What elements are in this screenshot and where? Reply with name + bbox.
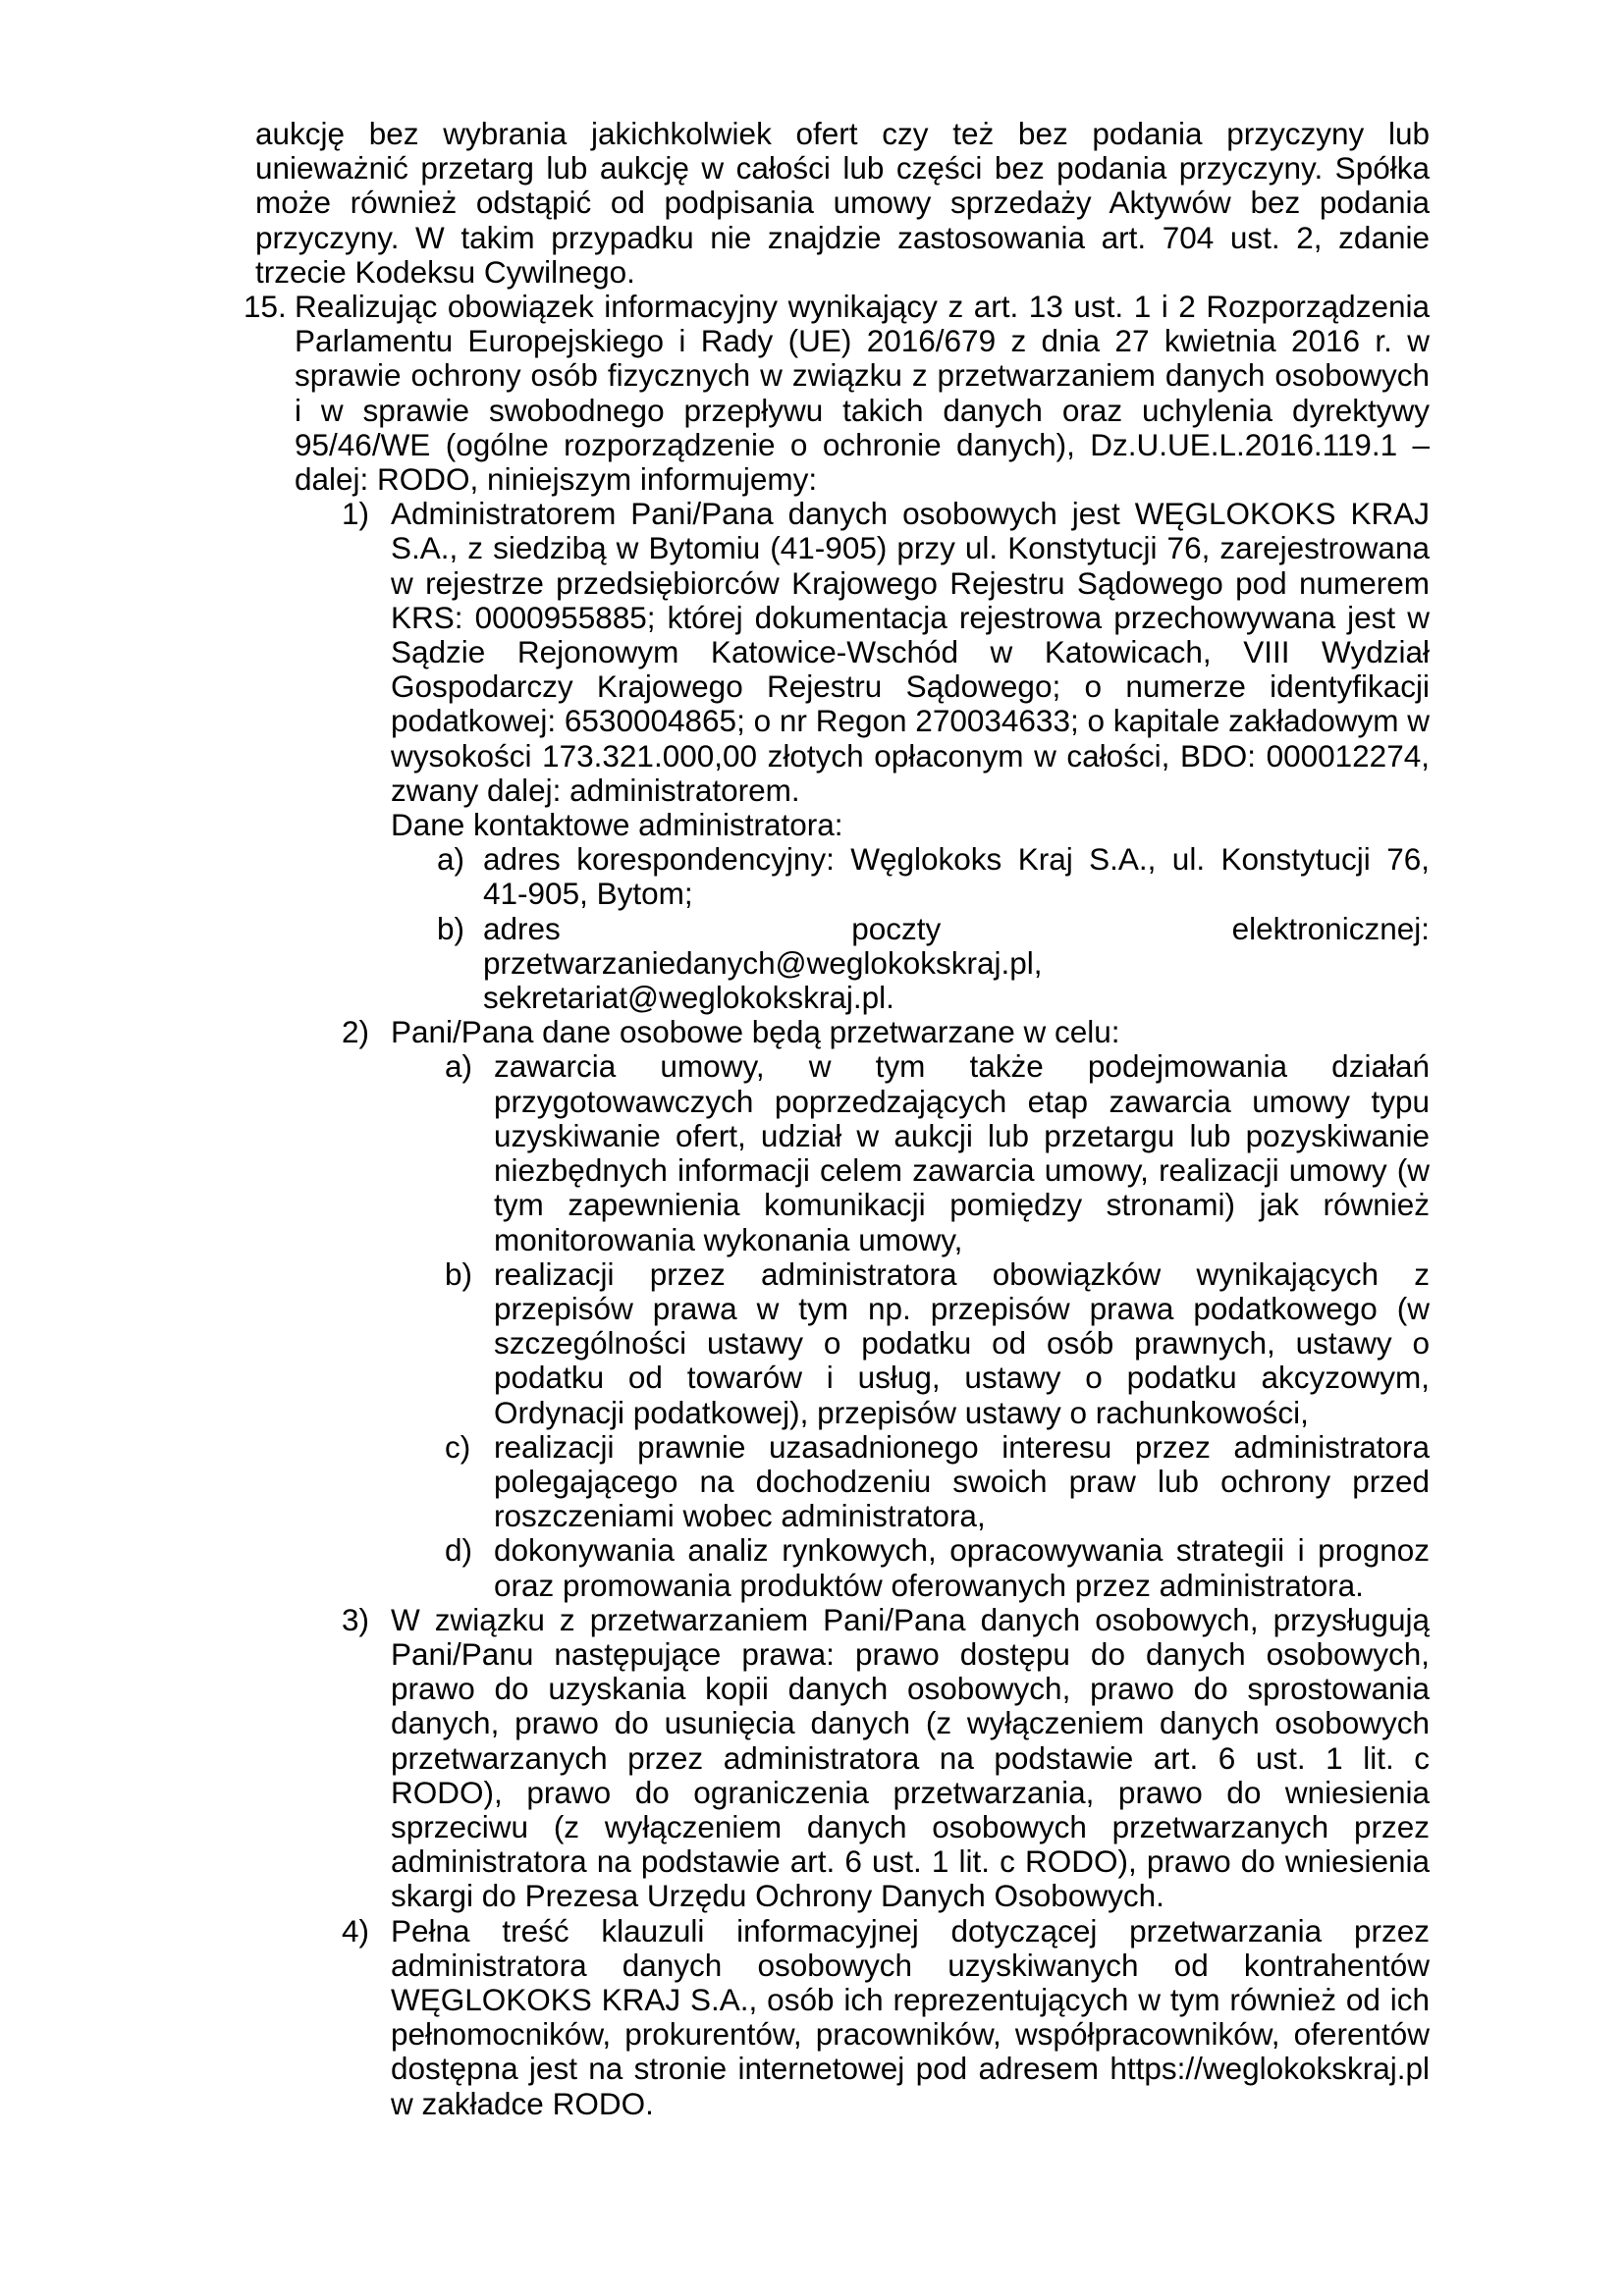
list-item-3-number: 3)	[342, 1601, 370, 1637]
list-item-2c	[445, 1430, 1430, 1534]
list-item-2b	[445, 1257, 1430, 1430]
list-item-1a-letter: a)	[437, 841, 465, 878]
list-item-2-number: 2)	[342, 1014, 370, 1050]
list-item-2d-letter: d)	[445, 1532, 473, 1569]
list-item-1a	[437, 842, 1430, 911]
list-item-15-text: Realizując obowiązek informacyjny wynikający z art. 13 ust. 1 i 2 Rozporządzenia Parlamentu Europejskiego i Rady (UE) 2016/679 z dnia 27 kwietnia 2016 r. w sprawie ochrony osób fizycznych w związku z przetwarzaniem danych osobowych i w sprawie swobodnego przepływu takich danych oraz uchylenia dyrektywy 95/46/WE (ogólne rozporządzenie o ochronie danych), Dz.U.UE.L.2016.119.1 – dalej: RODO, niniejszym informujemy:	[295, 289, 1430, 498]
list-item-2c-letter: c)	[445, 1428, 471, 1465]
list-item-2d-text: dokonywania analiz rynkowych, opracowywania strategii i prognoz oraz promowania produktów oferowanych przez administratora.	[494, 1532, 1430, 1603]
list-item-4	[342, 1914, 1430, 2121]
list-item-1a-text: adres korespondencyjny: Węglokoks Kraj S.A., ul. Konstytucji 76, 41-905, Bytom;	[483, 841, 1430, 912]
list-item-2b-text: realizacji przez administratora obowiązków wynikających z przepisów prawa w tym np. przepisów prawa podatkowego (w szczególności ustawy o podatku od osób prawnych, ustawy o podatku od towarów i usług, ustawy o podatku akcyzowym, Ordynacji podatkowej), przepisów ustawy o rachunkowości,	[494, 1255, 1430, 1430]
list-item-3-text: W związku z przetwarzaniem Pani/Pana danych osobowych, przysługują Pani/Panu następujące prawa: prawo dostępu do danych osobowych, prawo do uzyskania kopii danych osobowych, prawo do sprostowania danych, prawo do usunięcia danych (z wyłączeniem danych osobowych przetwarzanych przez administratora na podstawie art. 6 ust. 1 lit. c RODO), prawo do ograniczenia przetwarzania, prawo do wniesienia sprzeciwu (z wyłączeniem danych osobowych przetwarzanych przez administratora na podstawie art. 6 ust. 1 lit. c RODO), prawo do wniesienia skargi do Prezesa Urzędu Ochrony Danych Osobowych.	[391, 1601, 1430, 1914]
list-item-2c-text: realizacji prawnie uzasadnionego interesu przez administratora polegającego na dochodzeniu swoich praw lub ochrony przed roszczeniami wobec administratora,	[494, 1428, 1430, 1534]
list-item-1-number: 1)	[342, 496, 370, 532]
list-item-2-text: Pani/Pana dane osobowe będą przetwarzane w celu:	[391, 1014, 1120, 1050]
list-item-2b-letter: b)	[445, 1255, 473, 1292]
list-item-2a-letter: a)	[445, 1048, 473, 1085]
list-item-1	[342, 497, 1430, 808]
list-item-2d	[445, 1533, 1430, 1602]
list-item-4-text: Pełna treść klauzuli informacyjnej dotyczącej przetwarzania przez administratora danych osobowych uzyskiwanych od kontrahentów WĘGLOKOKS KRAJ S.A., osób ich reprezentujących w tym również od ich pełnomocników, prokurentów, pracowników, współpracowników, oferentów dostępna jest na stronie internetowej pod adresem https://weglokokskraj.pl w zakładce RODO.	[391, 1912, 1430, 2121]
list-item-3	[342, 1603, 1430, 1914]
list-item-2	[342, 1015, 1430, 1049]
administrator-contact-heading: Dane kontaktowe administratora:	[391, 807, 843, 843]
list-item-4-number: 4)	[342, 1912, 370, 1949]
list-item-1b-text: adres poczty elektronicznej: przetwarzaniedanych@weglokokskraj.pl, sekretariat@weglokokskraj.pl.	[483, 910, 1430, 1016]
list-item-15	[244, 290, 1430, 497]
list-item-1b-letter: b)	[437, 910, 465, 946]
list-item-2a-text: zawarcia umowy, w tym także podejmowania działań przygotowawczych poprzedzających etap zawarcia umowy typu uzyskiwanie ofert, udział w aukcji lub przetargu lub pozyskiwanie niezbędnych informacji celem zawarcia umowy, realizacji umowy (w tym zapewnienia komunikacji pomiędzy stronami) jak również monitorowania wykonania umowy,	[494, 1048, 1430, 1257]
list-item-1-text: Administratorem Pani/Pana danych osobowych jest WĘGLOKOKS KRAJ S.A., z siedzibą w Bytomiu (41-905) przy ul. Konstytucji 76, zarejestrowana w rejestrze przedsiębiorców Krajowego Rejestru Sądowego pod numerem KRS: 0000955885; której dokumentacja rejestrowa przechowywana jest w Sądzie Rejonowym Katowice-Wschód w Katowicach, VIII Wydział Gospodarczy Krajowego Rejestru Sądowego; o numerze identyfikacji podatkowej: 6530004865; o nr Regon 270034633; o kapitale zakładowym w wysokości 173.321.000,00 złotych opłaconym w całości, BDO: 000012274, zwany dalej: administratorem.	[391, 496, 1430, 808]
list-item-15-number: 15.	[244, 289, 287, 325]
list-item-1b	[437, 912, 1430, 1016]
list-item-2a	[445, 1049, 1430, 1256]
clause-14-continuation-paragraph: aukcję bez wybrania jakichkolwiek ofert czy też bez podania przyczyny lub unieważnić przetarg lub aukcję w całości lub części bez podania przyczyny. Spółka może również odstąpić od podpisania umowy sprzedaży Aktywów bez podania przyczyny. W takim przypadku nie znajdzie zastosowania art. 704 ust. 2, zdanie trzecie Kodeksu Cywilnego.	[255, 116, 1430, 290]
